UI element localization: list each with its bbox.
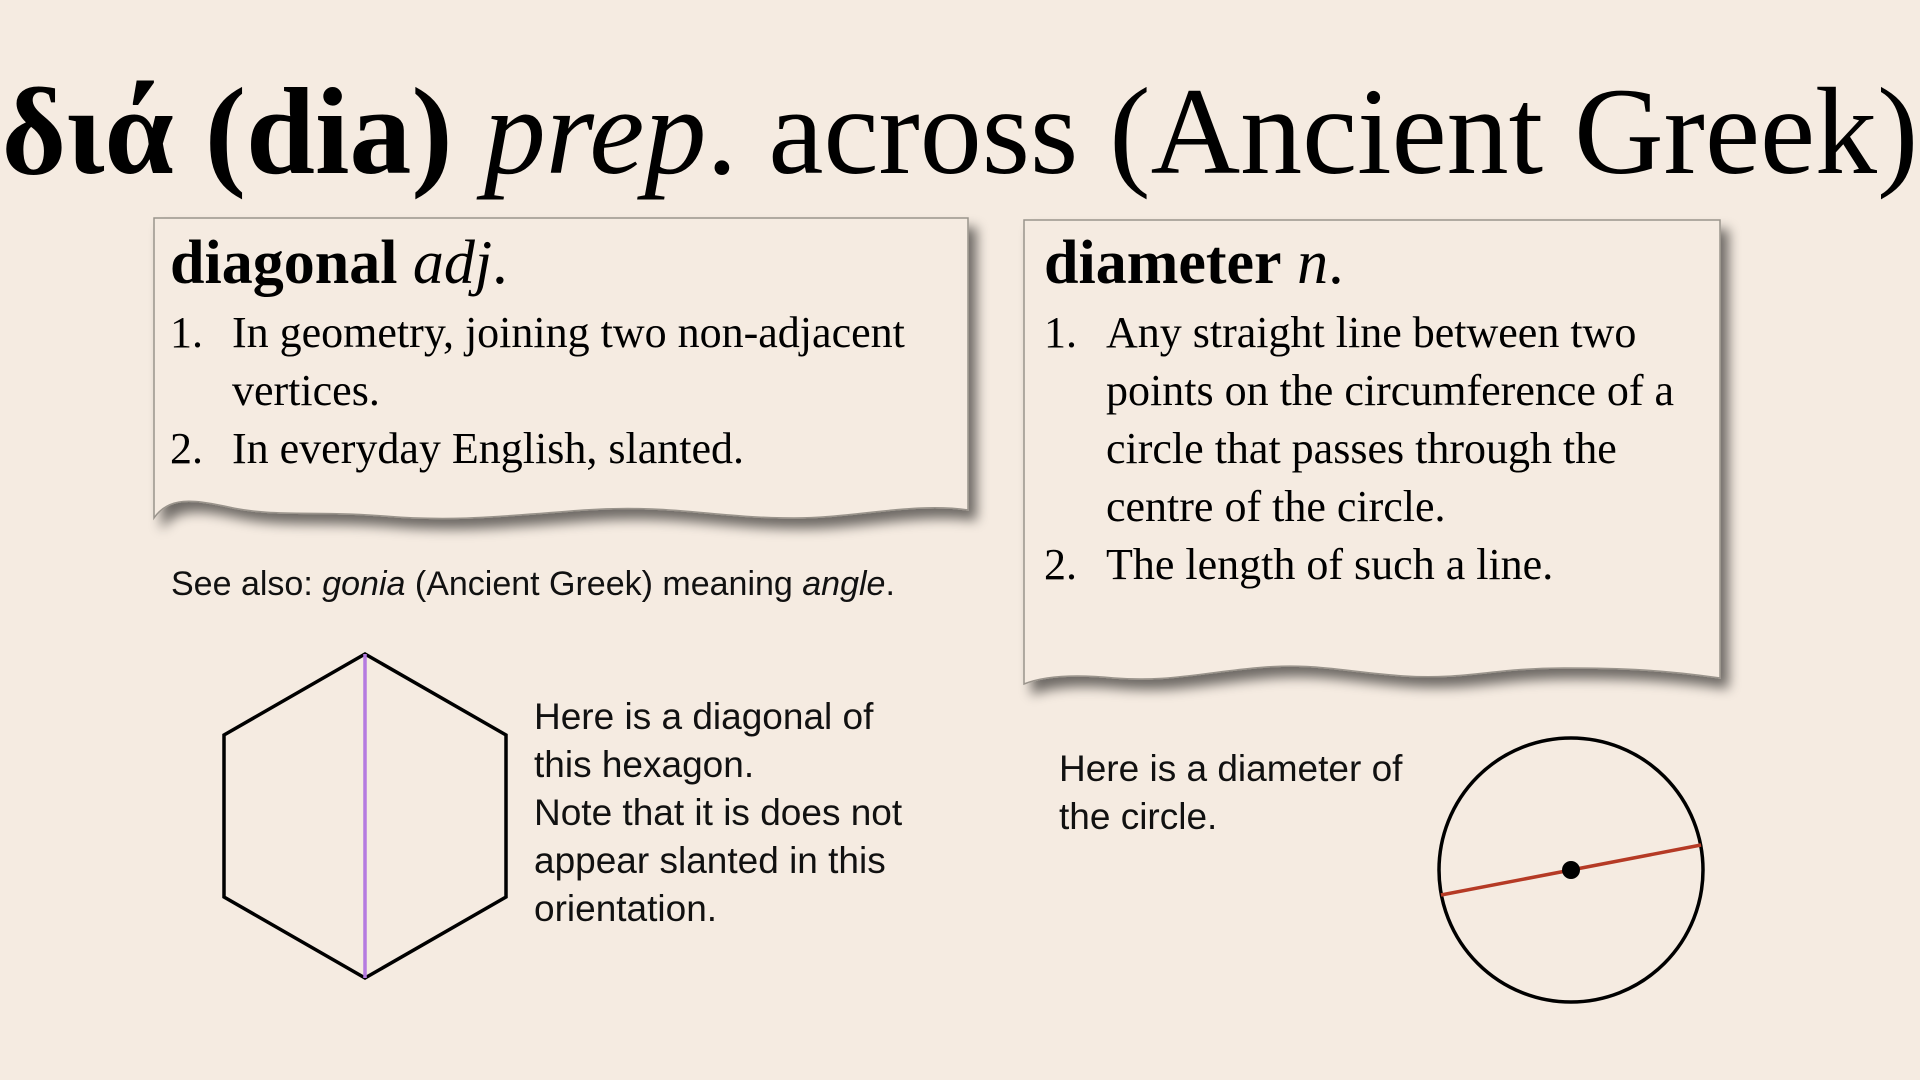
note-line: Note that it is does not [534, 792, 903, 833]
definition-text: The length of such a line. [1106, 540, 1554, 589]
note-line: Here is a diagonal of [534, 696, 874, 737]
definition-text: In geometry, joining two non-adjacent vertices. [232, 308, 905, 415]
definition-number: 1. [1044, 308, 1077, 357]
definition-number: 2. [170, 424, 203, 473]
definition-text: Any straight line between two points on the circumference of a circle that passes through the centre of the circle. [1106, 308, 1675, 531]
note-line: orientation. [534, 888, 718, 929]
see-also-word: gonia [322, 565, 406, 603]
note-line: appear slanted in this [534, 840, 886, 881]
see-also-meaning: angle [802, 565, 886, 603]
part-of-speech: prep [483, 63, 707, 200]
part-of-speech: adj [412, 229, 493, 297]
note-line: the circle. [1059, 796, 1218, 837]
definition-text: In everyday English, slanted. [232, 424, 744, 473]
see-also-prefix: See also: [171, 565, 323, 603]
note-line: Here is a diameter of [1059, 748, 1403, 789]
part-of-speech: n [1297, 229, 1329, 297]
heading-period: . [1328, 229, 1344, 297]
title-meaning: . across (Ancient Greek) [706, 63, 1919, 200]
definition-number: 2. [1044, 540, 1077, 589]
see-also-middle: (Ancient Greek) meaning [405, 565, 803, 603]
note-line: this hexagon. [534, 744, 755, 785]
circle-center-dot [1562, 861, 1580, 879]
heading-period: . [492, 229, 508, 297]
greek-word: διά [1, 63, 174, 200]
circle-note [1059, 745, 1402, 841]
headword: diagonal [170, 229, 398, 297]
definition-number: 1. [170, 308, 203, 357]
see-also-suffix: . [885, 565, 895, 603]
hexagon-note [534, 693, 902, 933]
transliteration: (dia) [204, 63, 453, 200]
headword: diameter [1044, 229, 1282, 297]
